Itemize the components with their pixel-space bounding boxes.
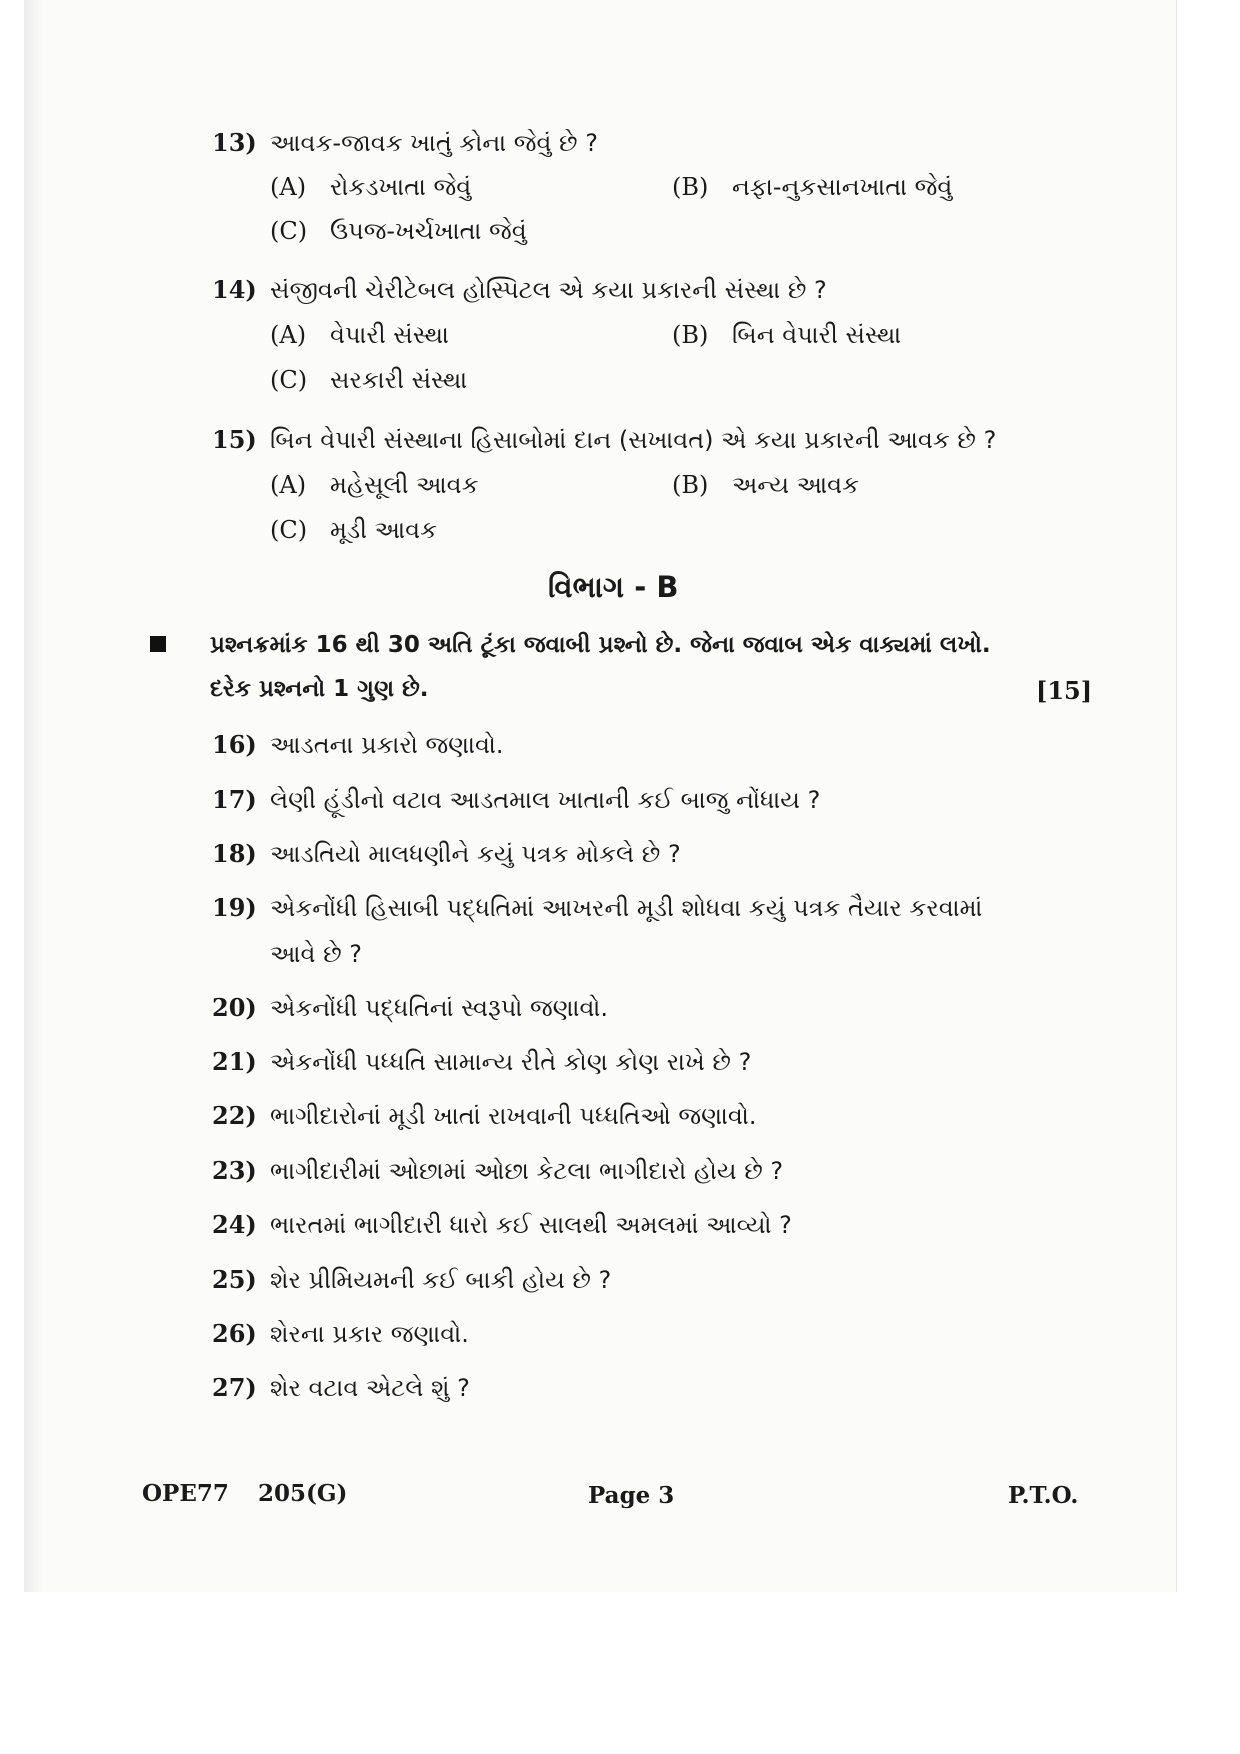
footer-pto: P.T.O.: [1008, 1482, 1079, 1509]
q13-option-b: [672, 172, 952, 202]
question-text: આવે છે ?: [270, 940, 363, 968]
footer-code: OPE77: [142, 1480, 229, 1507]
question-number: 13): [212, 128, 257, 157]
option-text: રોકડખાતા જેવું: [330, 173, 472, 201]
q14-option-b: [672, 320, 901, 350]
question-text: લેણી હૂંડીનો વટાવ આડતમાલ ખાતાની કઈ બાજુ નોંધાય ?: [270, 786, 821, 814]
page-number: Page 3: [588, 1482, 675, 1509]
question-16: [212, 730, 504, 760]
question-text: ભાગીદારોનાં મૂડી ખાતાં રાખવાની પધ્ધતિઓ જણાવો.: [270, 1102, 757, 1130]
question-number: 14): [212, 275, 257, 304]
question-number: 23): [212, 1156, 257, 1185]
question-number: 25): [212, 1265, 257, 1294]
section-instruction-line1: પ્રશ્નક્રમાંક 16 થી 30 અતિ ટૂંકા જવાબી પ્રશ્નો છે. જેના જવાબ એક વાક્યમાં લખો.: [210, 632, 991, 658]
question-22: [212, 1101, 756, 1131]
option-text: બિન વેપારી સંસ્થા: [732, 321, 902, 349]
question-24: [212, 1210, 792, 1240]
bullet-square-icon: [150, 636, 166, 652]
option-letter: (C): [270, 217, 308, 245]
option-text: ઉપજ-ખર્ચખાતા જેવું: [330, 217, 527, 245]
q14-option-a: [270, 320, 449, 350]
question-text: આડતિયો માલધણીને કયું પત્રક મોકલે છે ?: [270, 840, 681, 868]
question-text: બિન વેપારી સંસ્થાના હિસાબોમાં દાન (સખાવત) એ કયા પ્રકારની આવક છે ?: [270, 426, 997, 454]
question-18: [212, 839, 681, 869]
question-17: [212, 785, 820, 815]
option-text: મૂડી આવક: [330, 516, 438, 544]
q15-option-a: [270, 470, 479, 500]
question-number: 18): [212, 839, 257, 868]
question-14: [212, 275, 827, 305]
question-text: એકનોંધી પધ્ધતિ સામાન્ય રીતે કોણ કોણ રાખે છે ?: [270, 1048, 752, 1076]
option-letter: (B): [672, 321, 709, 349]
section-marks: [15]: [1036, 676, 1093, 705]
question-number: 26): [212, 1319, 257, 1348]
section-title: વિભાગ - B: [548, 570, 679, 604]
question-15: [212, 425, 996, 455]
question-text: આવક-જાવક ખાતું કોના જેવું છે ?: [270, 129, 598, 157]
option-text: સરકારી સંસ્થા: [330, 366, 468, 394]
q13-option-c: [270, 216, 527, 246]
question-number: 15): [212, 425, 257, 454]
option-text: મહેસૂલી આવક: [330, 471, 479, 499]
option-letter: (B): [672, 173, 709, 201]
option-letter: (A): [270, 173, 307, 201]
option-letter: (C): [270, 516, 308, 544]
question-text: આડતના પ્રકારો જણાવો.: [270, 731, 504, 759]
question-number: 20): [212, 993, 257, 1022]
option-text: વેપારી સંસ્થા: [330, 321, 449, 349]
question-27: [212, 1373, 470, 1403]
question-text: ભારતમાં ભાગીદારી ધારો કઈ સાલથી અમલમાં આવ્યો ?: [270, 1211, 792, 1239]
section-instruction-line2: દરેક પ્રશ્નનો 1 ગુણ છે.: [210, 676, 429, 702]
question-number: 21): [212, 1047, 257, 1076]
question-number: 16): [212, 730, 257, 759]
option-letter: (A): [270, 321, 307, 349]
footer-paper-number: 205(G): [258, 1480, 348, 1507]
q13-option-a: [270, 172, 471, 202]
question-text: ભાગીદારીમાં ઓછામાં ઓછા કેટલા ભાગીદારો હોય છે ?: [270, 1157, 784, 1185]
question-text: એકનોંધી પદ્ધતિનાં સ્વરૂપો જણાવો.: [270, 994, 609, 1022]
question-text: સંજીવની ચેરીટેબલ હોસ્પિટલ એ કયા પ્રકારની સંસ્થા છે ?: [270, 276, 827, 304]
question-text: શેર પ્રીમિયમની કઈ બાકી હોય છે ?: [270, 1266, 612, 1294]
question-number: 27): [212, 1373, 257, 1402]
option-letter: (C): [270, 366, 308, 394]
question-13: [212, 128, 598, 158]
question-number: 22): [212, 1101, 257, 1130]
question-text: શેરના પ્રકાર જણાવો.: [270, 1320, 469, 1348]
question-number: 24): [212, 1210, 257, 1239]
q15-option-c: [270, 515, 437, 545]
question-25: [212, 1265, 611, 1295]
question-text: એકનોંધી હિસાબી પદ્ધતિમાં આખરની મૂડી શોધવા કયું પત્રક તૈયાર કરવામાં: [270, 894, 983, 922]
option-letter: (B): [672, 471, 709, 499]
question-23: [212, 1156, 783, 1186]
question-19-continued: [270, 939, 362, 969]
question-number: 17): [212, 785, 257, 814]
option-text: નફા-નુકસાનખાતા જેવું: [732, 173, 953, 201]
question-text: શેર વટાવ એટલે શું ?: [270, 1374, 470, 1402]
option-text: અન્ય આવક: [732, 471, 860, 499]
option-letter: (A): [270, 471, 307, 499]
question-20: [212, 993, 608, 1023]
question-26: [212, 1319, 469, 1349]
q14-option-c: [270, 365, 467, 395]
question-21: [212, 1047, 751, 1077]
question-number: 19): [212, 893, 257, 922]
q15-option-b: [672, 470, 859, 500]
question-19: [212, 893, 982, 923]
